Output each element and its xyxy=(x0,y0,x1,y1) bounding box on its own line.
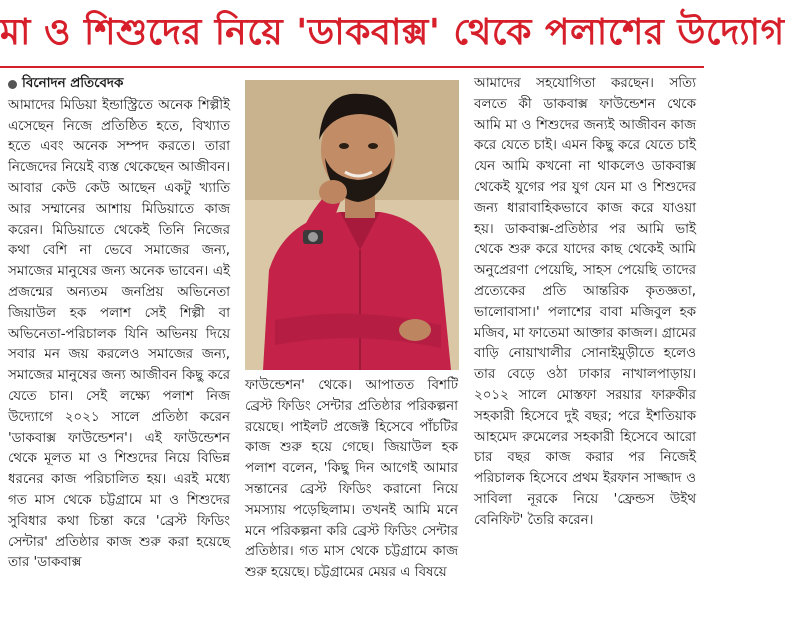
portrait-photo xyxy=(245,80,459,370)
byline xyxy=(8,74,230,95)
headline: মা ও শিশুদের নিয়ে 'ডাকবাক্স' থেকে পলাশের উদ্যোগ xyxy=(0,12,785,53)
column-1-text: আমাদের মিডিয়া ইন্ডাস্ট্রিতে অনেক শিল্পীই এসেছেন নিজে প্রতিষ্ঠিত হতে, বিখ্যাত হতে এবং অনেক সম্পদ করতে। তারা নিজেদের নিয়েই ব্যস্ত থেকেছেন আজীবন। আবার কেউ কেউ আছেন একটু খ্যাতি আর সম্মানের আশায় মিডিয়াতে কাজ করেন। মিডিয়াতে থেকেই তিনি নিজের কথা বেশি না ভেবে সমাজের জন্য, সমাজের মানুষের জন্য অনেক ভাবেন। এই প্রজন্মের অন্যতম জনপ্রিয় অভিনেতা জিয়াউল হক পলাশ সেই শিল্পী বা অভিনেতা-পরিচালক যিনি অভিনয় দিয়ে সবার মন জয় করলেও সমাজের জন্য, সমাজের মানুষের জন্য আজীবন কিছু করে যেতে চান। সেই লক্ষ্যে পলাশ নিজ উদ্যোগে ২০২১ সালে প্রতিষ্ঠা করেন 'ডাকবাক্স ফাউন্ডেশন'। এই ফাউন্ডেশন থেকে মূলত মা ও শিশুদের নিয়ে বিভিন্ন ধরনের কাজ পরিচালিত হয়। এরই মধ্যে গত মাস থেকে চট্টগ্রামে মা ও শিশুদের সুবিধার কথা চিন্তা করে 'ব্রেস্ট ফিডিং সেন্টার' প্রতিষ্ঠার কাজ শুরু করা হয়েছে তার 'ডাকবাক্স xyxy=(8,97,230,571)
column-3-text: আমাদের সহযোগিতা করছেন। সত্যি বলতে কী ডাকবাক্স ফাউন্ডেশন থেকে আমি মা ও শিশুদের জন্যই আজীবন কাজ করে যেতে চাই। এমন কিছু করে যেতে চাই যেন আমি কখনো না থাকলেও ডাকবাক্স থেকেই যুগের পর যুগ যেন মা ও শিশুদের জন্য ধারাবাহিকভাবে কাজ করে যাওয়া হয়। ডাকবাক্স-প্রতিষ্ঠার পর আমি ভাই থেকে শুরু করে যাদের কাছ থেকেই আমি অনুপ্রেরণা পেয়েছি, সাহস পেয়েছি তাদের প্রত্যেকের প্রতি আন্তরিক কৃতজ্ঞতা, ভালোবাসা।' পলাশের বাবা মজিবুল হক মজিব, মা ফাতেমা আক্তার কাজল। গ্রামের বাড়ি নোয়াখালীর সোনাইমুড়ীতে হলেও তার বেড়ে ওঠা ঢাকার নাখালপাড়ায়। ২০১২ সালে মোস্তফা সরয়ার ফারুকীর সহকারী হিসেবে দুই বছর; পরে ইশতিয়াক আহমেদ রুমেলের সহকারী হিসেবে আরো চার বছর কাজ করার পর নিজেই পরিচালক হিসেবে প্রথম ইরফান সাজ্জাদ ও সাবিলা নূরকে নিয়ে 'ফ্রেন্ডস উইথ বেনিফিট' তৈরি করেন। xyxy=(474,76,696,528)
bullet-icon xyxy=(8,80,17,89)
article-column-3 xyxy=(474,74,696,532)
byline-text: বিনোদন প্রতিবেদক xyxy=(22,76,124,91)
headline-rule xyxy=(0,66,704,68)
article-column-1 xyxy=(8,74,230,574)
column-2-text: ফাউন্ডেশন' থেকে। আপাতত বিশটি ব্রেস্ট ফিডিং সেন্টার প্রতিষ্ঠার পরিকল্পনা রয়েছে। পাইলট প্রজেক্ট হিসেবে পাঁচটির কাজ শুরু হয়ে গেছে। জিয়াউল হক পলাশ বলেন, 'কিছু দিন আগেই আমার সন্তানের ব্রেস্ট ফিডিং করানো নিয়ে সমস্যায় পড়েছিলাম। তখনই আমি মনে মনে পরিকল্পনা করি ব্রেস্ট ফিডিং সেন্টার প্রতিষ্ঠার। গত মাস থেকে চট্টগ্রামে কাজ শুরু হয়েছে। চট্টগ্রামের মেয়র এ বিষয়ে xyxy=(245,378,458,581)
portrait-illustration xyxy=(245,80,459,370)
article-column-2 xyxy=(245,376,458,584)
